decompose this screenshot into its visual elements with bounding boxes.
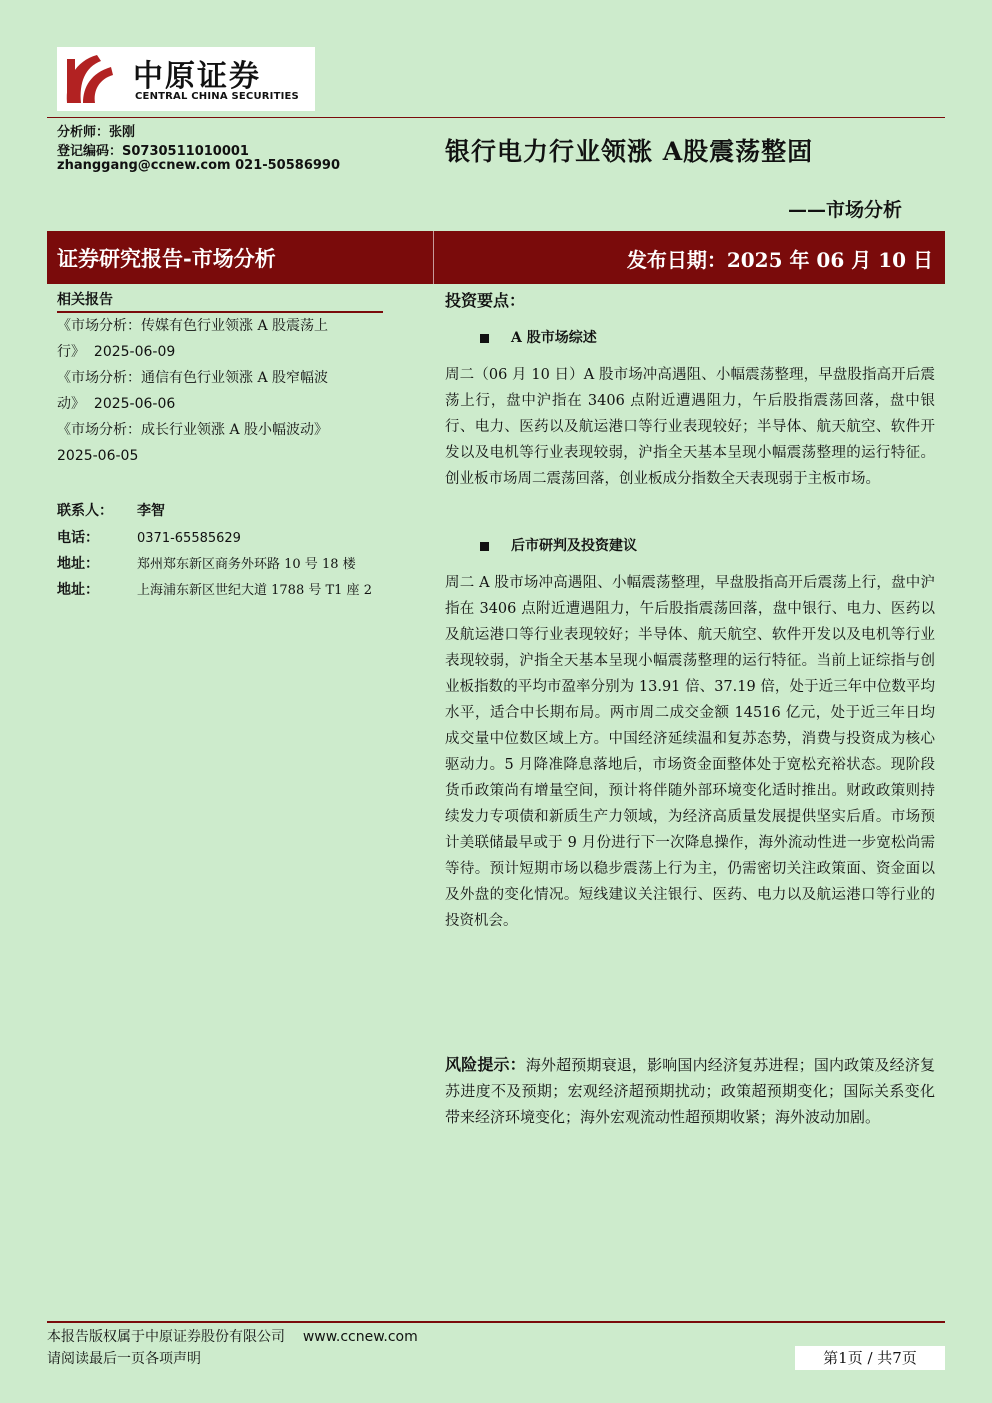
related-report-date: 2025-06-06	[93, 396, 176, 412]
banner-report-type: 证券研究报告-市场分析	[57, 246, 276, 271]
contact-address-label: 地址：	[57, 556, 99, 572]
related-report-date: 2025-06-09	[93, 344, 176, 360]
bullet-square-icon	[480, 334, 489, 343]
contact-person-row	[57, 500, 165, 520]
footer-website[interactable]: www.ccnew.com	[302, 1329, 418, 1345]
analyst-name-row	[57, 121, 135, 140]
related-report-item[interactable]	[57, 365, 387, 417]
page-indicator: 第1页 / 共7页	[795, 1346, 945, 1370]
company-logo	[57, 47, 315, 111]
related-report-title: 《市场分析：通信有色行业领涨 A 股窄幅波动》	[57, 370, 329, 412]
section-heading	[480, 327, 597, 347]
market-overview-paragraph: 周二（06 月 10 日）A 股市场冲高遇阻、小幅震荡整理，早盘股指高开后震荡上行，盘中沪指在 3406 点附近遭遇阻力，午后股指震荡回落，盘中银行、电力、医药以及航运港口等行业表现较好；半导体、航天航空、软件开发以及电机等行业表现较弱，沪指全天基本呈现小幅震荡整理的运行特征。创业板市场周二震荡回落，创业板成分指数全天表现弱于主板市场。	[445, 367, 935, 487]
report-banner	[47, 231, 945, 284]
report-subtitle: ——市场分析	[788, 199, 903, 221]
related-report-date: 2025-06-05	[57, 448, 139, 464]
section-heading	[480, 535, 637, 555]
report-title: 银行电力行业领涨 A股震荡整固	[445, 137, 814, 166]
contact-address-row	[57, 579, 383, 599]
contact-person-label: 联系人：	[57, 503, 113, 519]
outlook-paragraph: 周二 A 股市场冲高遇阻、小幅震荡整理，早盘股指高开后震荡上行，盘中沪指在 3406 点附近遭遇阻力，午后股指震荡回落，盘中银行、电力、医药以及航运港口等行业表现较好；半导体、航天航空、软件开发以及电机等行业表现较弱，沪指全天基本呈现小幅震荡整理的运行特征。当前上证综指与创业板指数的平均市盈率分别为 13.91 倍、37.19 倍，处于近三年中位数平均水平，适合中长期布局。两市周二成交金额 14516 亿元，处于近三年日均成交量中位数区域上方。中国经济延续温和复苏态势，消费与投资成为核心驱动力。5 月降准降息落地后，市场资金面整体处于宽松充裕状态。现阶段货币政策尚有增量空间，预计将伴随外部环境变化适时推出。财政政策则持续发力专项债和新质生产力领域，为经济高质量发展提供坚实后盾。市场预计美联储最早或于 9 月份进行下一次降息操作，海外流动性进一步宽松尚需等待。预计短期市场以稳步震荡上行为主，仍需密切关注政策面、资金面以及外盘的变化情况。短线建议关注银行、医药、电力以及航运港口等行业的投资机会。	[445, 575, 935, 929]
analyst-reg-row	[57, 140, 249, 159]
contact-address: 上海浦东新区世纪大道 1788 号 T1 座 2	[137, 583, 372, 598]
logo-text-en: CENTRAL CHINA SECURITIES	[135, 91, 299, 102]
contact-phone-label: 电话：	[57, 530, 99, 546]
related-report-title: 《市场分析：成长行业领涨 A 股小幅波动》	[57, 422, 329, 438]
contact-address-label: 地址：	[57, 582, 99, 598]
section-heading-text: A 股市场综述	[511, 330, 597, 346]
logo-text-cn: 中原证券	[133, 59, 261, 94]
contact-address: 郑州郑东新区商务外环路 10 号 18 楼	[137, 557, 356, 572]
related-report-item[interactable]	[57, 417, 387, 469]
footer-copyright: 本报告版权属于中原证券股份有限公司	[47, 1329, 285, 1345]
footer-disclaimer: 请阅读最后一页各项声明	[47, 1351, 201, 1367]
header-divider	[47, 117, 945, 118]
risk-label: 风险提示：	[445, 1055, 526, 1074]
analyst-reg-label: 登记编码：	[57, 144, 123, 159]
risk-warning	[445, 1052, 935, 1130]
investment-highlights-heading: 投资要点：	[445, 291, 526, 310]
contact-phone: 0371-65585629	[137, 531, 241, 546]
risk-text: 海外超预期衰退，影响国内经济复苏进程；国内政策及经济复苏进度不及预期；宏观经济超预期扰动；政策超预期变化；国际关系变化带来经济环境变化；海外宏观流动性超预期收紧；海外波动加剧。	[445, 1056, 935, 1126]
footer-divider	[47, 1321, 945, 1323]
related-report-title: 《市场分析：传媒有色行业领涨 A 股震荡上行》	[57, 318, 329, 360]
footer-copyright-row	[47, 1326, 418, 1346]
logo-mark-icon	[61, 51, 117, 107]
contact-address-row	[57, 553, 383, 573]
bullet-square-icon	[480, 542, 489, 551]
analyst-reg-code: S0730511010001	[122, 144, 249, 159]
analyst-name: 张刚	[109, 125, 136, 140]
contact-phone-row	[57, 527, 241, 547]
section-heading-text: 后市研判及投资建议	[511, 538, 637, 554]
analyst-name-label: 分析师：	[57, 125, 110, 140]
banner-divider	[433, 231, 434, 284]
banner-publish-date: 发布日期：2025 年 06 月 10 日	[626, 248, 933, 272]
related-reports-heading: 相关报告	[57, 292, 113, 308]
analyst-contact: zhanggang@ccnew.com 021-50586990	[57, 158, 340, 173]
contact-person: 李智	[137, 503, 165, 519]
related-report-item[interactable]	[57, 313, 387, 365]
